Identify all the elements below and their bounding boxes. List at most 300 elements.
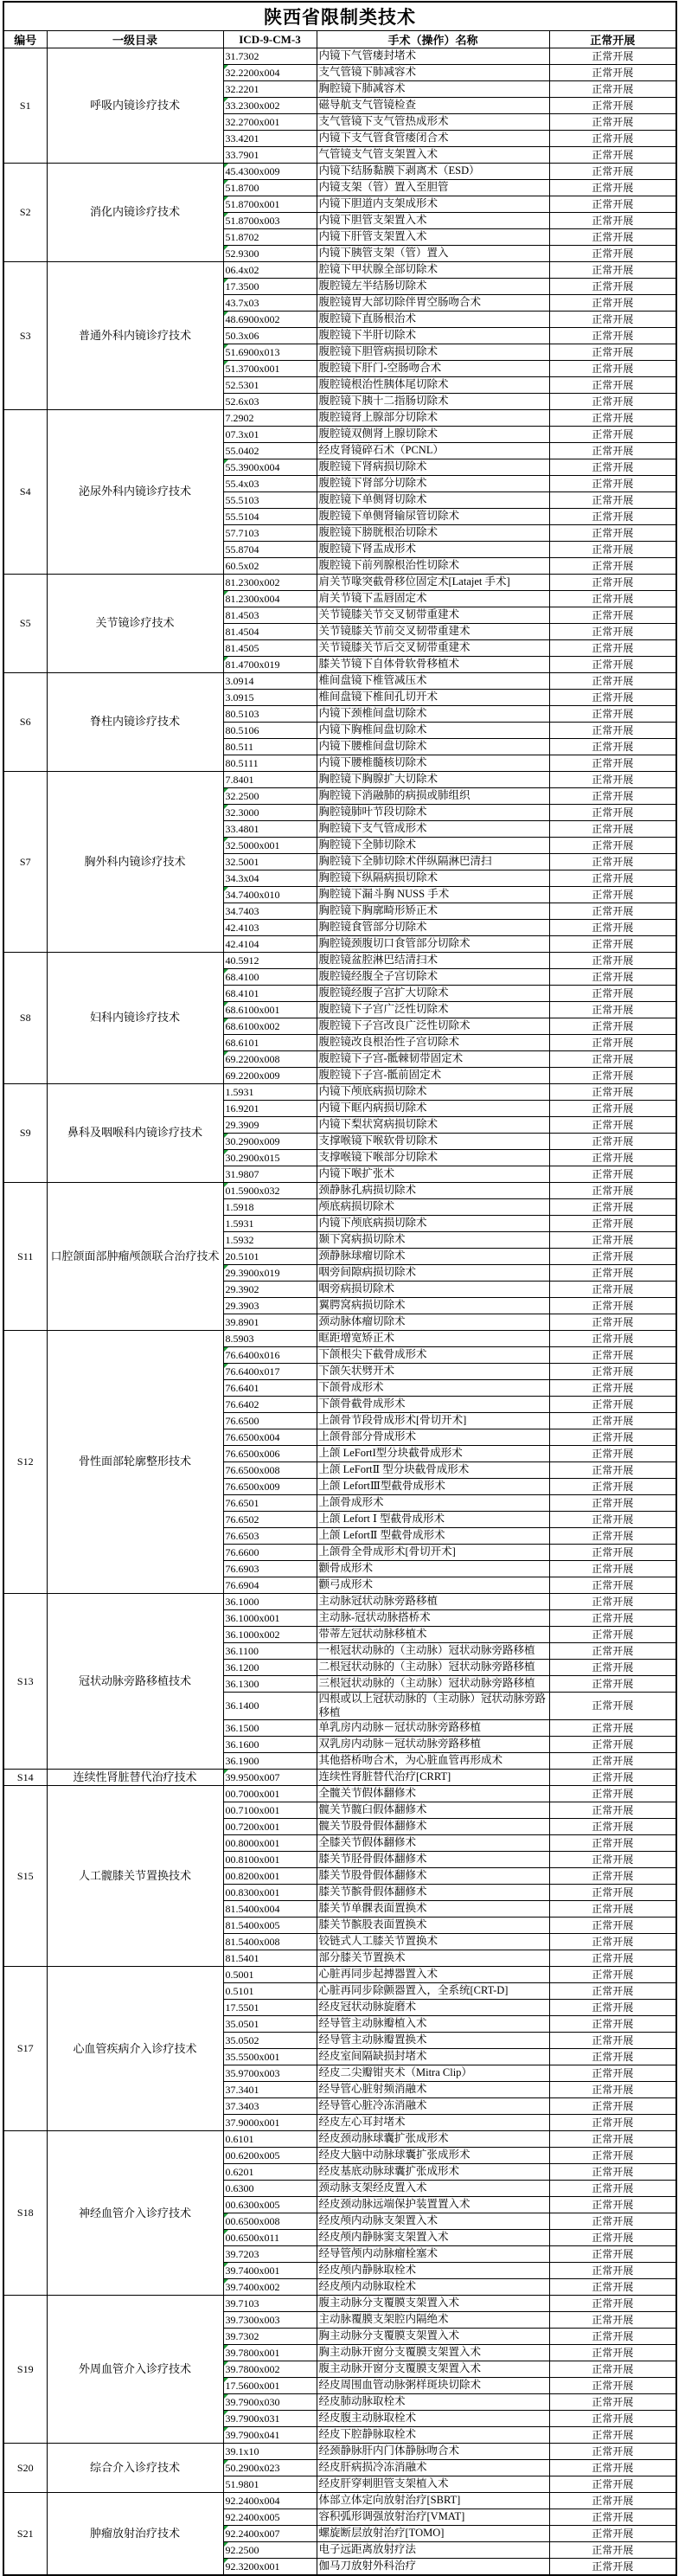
status-cell: 正常开展 [549,1495,676,1512]
operation-name-cell: 胸腔镜下支气管成形术 [317,821,549,838]
col-header-operation-name: 手术（操作）名称 [317,31,549,48]
col-header-category: 一级目录 [47,31,223,48]
table-row [3,2444,676,2460]
section-id: S17 [3,1967,47,2131]
status-cell: 正常开展 [549,2049,676,2065]
status-cell: 正常开展 [549,1183,676,1199]
operation-name-cell: 腹腔镜胃大部切除伴胃空肠吻合术 [317,295,549,312]
operation-name-cell: 全膝关节假体翻修术 [317,1835,549,1852]
operation-name-cell: 颅底病损切除术 [317,1199,549,1216]
operation-name-cell: 上颌骨节段骨成形术[骨切开术] [317,1413,549,1429]
status-cell: 正常开展 [549,180,676,196]
operation-name-cell: 双乳房内动脉－冠状动脉旁路移植 [317,1737,549,1753]
status-cell: 正常开展 [549,2082,676,2098]
status-cell: 正常开展 [549,2148,676,2164]
status-cell: 正常开展 [549,854,676,870]
icd-code-cell: 39.8901 [223,1314,317,1331]
icd-code-cell: 81.4700x019 [223,657,317,673]
status-cell: 正常开展 [549,1512,676,1528]
icd-code-cell: 39.7800x001 [223,2345,317,2361]
operation-name-cell: 腹腔镜下半肝切除术 [317,328,549,344]
icd-code-cell: 92.2400x007 [223,2526,317,2542]
section-category: 关节镜诊疗技术 [47,575,223,673]
table-row [3,262,676,279]
status-cell: 正常开展 [549,1885,676,1901]
operation-name-cell: 上颌 LeFortⅡ 型分块截骨成形术 [317,1462,549,1479]
operation-name-cell: 上颌骨成形术 [317,1495,549,1512]
icd-code-cell: 36.1500 [223,1720,317,1737]
operation-name-cell: 上颌 LefortⅡ 型截骨成形术 [317,1528,549,1545]
icd-code-cell: 39.7800x002 [223,2361,317,2378]
operation-name-cell: 经皮下腔静脉取栓术 [317,2427,549,2444]
icd-code-cell: 32.2200x004 [223,65,317,81]
status-cell: 正常开展 [549,427,676,443]
status-cell: 正常开展 [549,1786,676,1802]
section-category: 综合介入诊疗技术 [47,2444,223,2493]
icd-code-cell: 81.2300x004 [223,591,317,607]
status-cell: 正常开展 [549,131,676,147]
operation-name-cell: 经导管颅内动脉瘤栓塞术 [317,2246,549,2263]
status-cell: 正常开展 [549,344,676,361]
icd-code-cell: 92.3200x001 [223,2559,317,2576]
section-id: S20 [3,2444,47,2493]
operation-name-cell: 咽旁病损切除术 [317,1282,549,1298]
status-cell: 正常开展 [549,690,676,706]
status-cell: 正常开展 [549,1314,676,1331]
icd-code-cell: 76.6500x009 [223,1479,317,1495]
section-category: 骨性面部轮廓整形技术 [47,1331,223,1594]
operation-name-cell: 腹腔镜改良根治性子宫切除术 [317,1035,549,1051]
operation-name-cell: 经导管心脏射频消融术 [317,2082,549,2098]
icd-code-cell: 51.8700x003 [223,213,317,229]
operation-name-cell: 颧骨成形术 [317,1561,549,1577]
status-cell: 正常开展 [549,1364,676,1380]
operation-name-cell: 膝关节镜下自体骨软骨移植术 [317,657,549,673]
status-cell: 正常开展 [549,1479,676,1495]
status-cell: 正常开展 [549,2263,676,2279]
icd-code-cell: 57.7103 [223,525,317,542]
icd-code-cell: 80.5106 [223,723,317,739]
icd-code-cell: 55.5104 [223,509,317,525]
status-cell: 正常开展 [549,2197,676,2213]
icd-code-cell: 76.6501 [223,1495,317,1512]
section-id: S14 [3,1770,47,1786]
section-id: S21 [3,2493,47,2576]
status-cell: 正常开展 [549,2559,676,2576]
icd-code-cell: 33.2300x002 [223,98,317,114]
operation-name-cell: 胸腔镜下胸腺扩大切除术 [317,772,549,788]
icd-code-cell: 7.2902 [223,410,317,427]
status-cell: 正常开展 [549,2131,676,2148]
section-category: 妇科内镜诊疗技术 [47,953,223,1084]
icd-code-cell: 37.3401 [223,2082,317,2098]
status-cell: 正常开展 [549,1753,676,1770]
operation-name-cell: 内镜下胰管支架（管）置入 [317,246,549,262]
icd-code-cell: 50.3x06 [223,328,317,344]
icd-code-cell: 42.4103 [223,920,317,936]
status-cell: 正常开展 [549,772,676,788]
icd-code-cell: 36.1600 [223,1737,317,1753]
icd-code-cell: 76.6500x006 [223,1446,317,1462]
icd-code-cell: 43.7x03 [223,295,317,312]
icd-code-cell: 42.4104 [223,936,317,953]
operation-name-cell: 内镜下结肠黏膜下剥离术（ESD） [317,164,549,180]
status-cell: 正常开展 [549,1819,676,1835]
icd-code-cell: 68.4101 [223,986,317,1002]
operation-name-cell: 经皮冠状动脉旋磨术 [317,2000,549,2016]
operation-name-cell: 关节镜膝关节后交叉韧带重建术 [317,640,549,657]
status-cell: 正常开展 [549,1084,676,1101]
status-cell: 正常开展 [549,1852,676,1868]
icd-code-cell: 51.8700 [223,180,317,196]
status-cell: 正常开展 [549,525,676,542]
status-cell: 正常开展 [549,2526,676,2542]
icd-code-cell: 80.5111 [223,755,317,772]
icd-code-cell: 32.5000x001 [223,838,317,854]
operation-name-cell: 心脏再同步除颤器置入，全系统[CRT-D] [317,1983,549,2000]
icd-code-cell: 0.6201 [223,2164,317,2181]
operation-name-cell: 下颌矢状劈开术 [317,1364,549,1380]
icd-code-cell: 0.6101 [223,2131,317,2148]
operation-name-cell: 二根冠状动脉的（主动脉）冠状动脉旁路移植 [317,1660,549,1676]
table-row [3,1084,676,1101]
icd-code-cell: 29.3900x019 [223,1265,317,1282]
operation-name-cell: 髋关节股骨假体翻修术 [317,1819,549,1835]
operation-name-cell: 胸腔镜颈腹切口食管部分切除术 [317,936,549,953]
status-cell: 正常开展 [549,509,676,525]
icd-code-cell: 39.1x10 [223,2444,317,2460]
status-cell: 正常开展 [549,2000,676,2016]
status-cell: 正常开展 [549,312,676,328]
status-cell: 正常开展 [549,1770,676,1786]
icd-code-cell: 39.7300x003 [223,2312,317,2329]
status-cell: 正常开展 [549,2361,676,2378]
icd-code-cell: 17.5600x001 [223,2378,317,2394]
operation-name-cell: 颧弓成形术 [317,1577,549,1594]
operation-name-cell: 经皮左心耳封堵术 [317,2115,549,2131]
icd-code-cell: 92.2400x005 [223,2509,317,2526]
icd-code-cell: 00.6500x008 [223,2213,317,2230]
icd-code-cell: 00.7100x001 [223,1802,317,1819]
icd-code-cell: 50.2900x023 [223,2460,317,2476]
icd-code-cell: 34.7403 [223,903,317,920]
status-cell: 正常开展 [549,788,676,805]
status-cell: 正常开展 [549,969,676,986]
operation-name-cell: 下颌骨成形术 [317,1380,549,1397]
icd-code-cell: 81.5400x005 [223,1918,317,1934]
section-id: S1 [3,48,47,164]
operation-name-cell: 经颈静脉肝内门体静脉吻合术 [317,2444,549,2460]
operation-name-cell: 翼腭窝病损切除术 [317,1298,549,1314]
operation-name-cell: 主动脉冠状动脉旁路移植 [317,1594,549,1610]
icd-code-cell: 31.9807 [223,1166,317,1183]
section-id: S13 [3,1594,47,1770]
operation-name-cell: 胸腔镜下肺减容术 [317,81,549,98]
icd-code-cell: 76.6503 [223,1528,317,1545]
operation-name-cell: 内镜下胸椎间盘切除术 [317,723,549,739]
operation-name-cell: 腹腔镜左半结肠切除术 [317,279,549,295]
operation-name-cell: 连续性肾脏替代治疗[CRRT] [317,1770,549,1786]
operation-name-cell: 咽旁间隙病损切除术 [317,1265,549,1282]
icd-code-cell: 01.5900x032 [223,1183,317,1199]
status-cell: 正常开展 [549,1720,676,1737]
operation-name-cell: 腹腔镜双侧肾上腺切除术 [317,427,549,443]
status-cell: 正常开展 [549,558,676,575]
section-id: S18 [3,2131,47,2296]
operation-name-cell: 腹腔镜根治性胰体尾切除术 [317,377,549,394]
operation-name-cell: 内镜下颅底病损切除术 [317,1216,549,1232]
icd-code-cell: 39.7400x002 [223,2279,317,2296]
icd-code-cell: 34.3x04 [223,870,317,887]
operation-name-cell: 膝关节髌股表面置换术 [317,1918,549,1934]
status-cell: 正常开展 [549,1627,676,1643]
table-row [3,1967,676,1983]
icd-code-cell: 60.5x02 [223,558,317,575]
section-category: 呼吸内镜诊疗技术 [47,48,223,164]
status-cell: 正常开展 [549,2181,676,2197]
status-cell: 正常开展 [549,903,676,920]
operation-name-cell: 腹腔镜盆腔淋巴结清扫术 [317,953,549,969]
icd-code-cell: 36.1300 [223,1676,317,1693]
icd-code-cell: 29.3903 [223,1298,317,1314]
icd-code-cell: 34.7400x010 [223,887,317,903]
status-cell: 正常开展 [549,1413,676,1429]
status-cell: 正常开展 [549,1737,676,1753]
operation-name-cell: 颈动脉支架经皮置入术 [317,2181,549,2197]
table-row [3,1183,676,1199]
operation-name-cell: 膝关节单髁表面置换术 [317,1901,549,1918]
status-cell: 正常开展 [549,2493,676,2509]
operation-name-cell: 经皮肺动脉取栓术 [317,2394,549,2411]
operation-name-cell: 腹腔镜下直肠根治术 [317,312,549,328]
section-category: 肿瘤放射治疗技术 [47,2493,223,2576]
status-cell: 正常开展 [549,2542,676,2559]
icd-code-cell: 32.2201 [223,81,317,98]
icd-code-cell: 32.2700x001 [223,114,317,131]
icd-code-cell: 81.4503 [223,607,317,624]
status-cell: 正常开展 [549,1967,676,1983]
icd-code-cell: 39.9500x007 [223,1770,317,1786]
section-id: S2 [3,164,47,262]
operation-name-cell: 内镜下颈椎间盘切除术 [317,706,549,723]
icd-code-cell: 36.1200 [223,1660,317,1676]
icd-code-cell: 1.5931 [223,1084,317,1101]
icd-code-cell: 48.6900x002 [223,312,317,328]
icd-code-cell: 68.6100x001 [223,1002,317,1018]
status-cell: 正常开展 [549,196,676,213]
icd-code-cell: 17.5501 [223,2000,317,2016]
icd-code-cell: 00.8300x001 [223,1885,317,1901]
icd-code-cell: 68.4100 [223,969,317,986]
status-cell: 正常开展 [549,2033,676,2049]
status-cell: 正常开展 [549,1331,676,1347]
operation-name-cell: 腹腔镜下肾病损切除术 [317,459,549,476]
table-row [3,1594,676,1610]
operation-name-cell: 腹腔镜下单侧肾切除术 [317,492,549,509]
icd-code-cell: 20.5101 [223,1249,317,1265]
operation-name-cell: 其他搭桥吻合术，为心脏血管再形成术 [317,1753,549,1770]
icd-code-cell: 00.7200x001 [223,1819,317,1835]
icd-code-cell: 36.1000x002 [223,1627,317,1643]
status-cell: 正常开展 [549,1216,676,1232]
status-cell: 正常开展 [549,640,676,657]
status-cell: 正常开展 [549,2065,676,2082]
col-header-status: 正常开展 [549,31,676,48]
operation-name-cell: 肩关节喙突截骨移位固定术[Latajet 手术] [317,575,549,591]
icd-code-cell: 32.2500 [223,788,317,805]
icd-code-cell: 07.3x01 [223,427,317,443]
icd-code-cell: 30.2900x015 [223,1150,317,1166]
status-cell: 正常开展 [549,476,676,492]
status-cell: 正常开展 [549,1950,676,1967]
icd-code-cell: 76.6400x017 [223,1364,317,1380]
icd-code-cell: 51.9801 [223,2476,317,2493]
status-cell: 正常开展 [549,953,676,969]
status-cell: 正常开展 [549,394,676,410]
operation-name-cell: 部分膝关节置换术 [317,1950,549,1967]
icd-code-cell: 37.3403 [223,2098,317,2115]
operation-name-cell: 下颌骨截骨成形术 [317,1397,549,1413]
table-row [3,48,676,65]
icd-code-cell: 92.2400x004 [223,2493,317,2509]
icd-code-cell: 81.5401 [223,1950,317,1967]
section-id: S11 [3,1183,47,1331]
status-cell: 正常开展 [549,2509,676,2526]
table-row [3,2493,676,2509]
icd-code-cell: 29.3909 [223,1117,317,1134]
operation-name-cell: 经导管主动脉瓣植入术 [317,2016,549,2033]
section-category: 鼻科及咽喉科内镜诊疗技术 [47,1084,223,1183]
status-cell: 正常开展 [549,213,676,229]
operation-name-cell: 经皮肝穿刺胆管支架植入术 [317,2476,549,2493]
icd-code-cell: 76.6903 [223,1561,317,1577]
status-cell: 正常开展 [549,2246,676,2263]
operation-name-cell: 上颌 LefortⅢ型截骨成形术 [317,1479,549,1495]
operation-name-cell: 内镜下腰椎髓核切除术 [317,755,549,772]
status-cell: 正常开展 [549,1676,676,1693]
operation-name-cell: 支撑喉镜下喉软骨切除术 [317,1134,549,1150]
status-cell: 正常开展 [549,1983,676,2000]
status-cell: 正常开展 [549,1199,676,1216]
operation-name-cell: 胸腔镜下消融肺的病损或肺组织 [317,788,549,805]
table-row [3,2296,676,2312]
status-cell: 正常开展 [549,1249,676,1265]
operation-name-cell: 胸腔镜下全肺切除术伴纵隔淋巴清扫 [317,854,549,870]
operation-name-cell: 内镜下颅底病损切除术 [317,1084,549,1101]
icd-code-cell: 3.0915 [223,690,317,706]
icd-code-cell: 80.511 [223,739,317,755]
icd-code-cell: 81.2300x002 [223,575,317,591]
operation-name-cell: 胸腔镜下漏斗胸 NUSS 手术 [317,887,549,903]
status-cell: 正常开展 [549,246,676,262]
status-cell: 正常开展 [549,81,676,98]
status-cell: 正常开展 [549,920,676,936]
icd-code-cell: 00.6500x011 [223,2230,317,2246]
icd-code-cell: 76.6401 [223,1380,317,1397]
icd-code-cell: 36.1100 [223,1643,317,1660]
section-id: S19 [3,2296,47,2444]
status-cell: 正常开展 [549,706,676,723]
operation-name-cell: 胸主动脉开窗分支覆膜支架置入术 [317,2345,549,2361]
status-cell: 正常开展 [549,1918,676,1934]
status-cell: 正常开展 [549,1018,676,1035]
icd-code-cell: 39.7103 [223,2296,317,2312]
operation-name-cell: 颈动脉体瘤切除术 [317,1314,549,1331]
status-cell: 正常开展 [549,1660,676,1676]
status-cell: 正常开展 [549,2411,676,2427]
operation-name-cell: 内镜下胆道内支架成形术 [317,196,549,213]
status-cell: 正常开展 [549,1643,676,1660]
operation-name-cell: 电子远距离放射疗法 [317,2542,549,2559]
operation-name-cell: 膝关节髌骨假体翻修术 [317,1885,549,1901]
status-cell: 正常开展 [549,1150,676,1166]
operation-name-cell: 经皮颅内动脉取栓术 [317,2279,549,2296]
table-row [3,1770,676,1786]
icd-code-cell: 69.2200x008 [223,1051,317,1068]
operation-name-cell: 经皮周围血管动脉粥样斑块切除术 [317,2378,549,2394]
operation-name-cell: 腹腔镜下膀胱根治切除术 [317,525,549,542]
icd-code-cell: 06.4x02 [223,262,317,279]
operation-name-cell: 心脏再同步起搏器置入术 [317,1967,549,1983]
icd-code-cell: 81.4505 [223,640,317,657]
operation-name-cell: 胸腔镜肺叶节段切除术 [317,805,549,821]
operation-name-cell: 支气管镜下支气管热成形术 [317,114,549,131]
section-id: S12 [3,1331,47,1594]
icd-code-cell: 76.6600 [223,1545,317,1561]
status-cell: 正常开展 [549,1594,676,1610]
operation-name-cell: 胸主动脉分支覆膜支架置入术 [317,2329,549,2345]
icd-code-cell: 40.5912 [223,953,317,969]
operation-name-cell: 内镜下梨状窝病损切除术 [317,1117,549,1134]
table-row [3,772,676,788]
status-cell: 正常开展 [549,2427,676,2444]
operation-name-cell: 腹腔镜经腹子宫扩大切除术 [317,986,549,1002]
icd-code-cell: 33.4201 [223,131,317,147]
section-id: S3 [3,262,47,410]
icd-code-cell: 1.5932 [223,1232,317,1249]
operation-name-cell: 关节镜膝关节交叉韧带重建术 [317,607,549,624]
section-id: S8 [3,953,47,1084]
status-cell: 正常开展 [549,805,676,821]
status-cell: 正常开展 [549,2279,676,2296]
status-cell: 正常开展 [549,1134,676,1150]
operation-name-cell: 颈静脉孔病损切除术 [317,1183,549,1199]
icd-code-cell: 00.7000x001 [223,1786,317,1802]
status-cell: 正常开展 [549,887,676,903]
table-row [3,410,676,427]
icd-code-cell: 00.6300x005 [223,2197,317,2213]
operation-name-cell: 腹主动脉分支覆膜支架置入术 [317,2296,549,2312]
operation-name-cell: 经皮颈动脉球囊扩张成形术 [317,2131,549,2148]
operation-name-cell: 椎间盘镜下椎间孔切开术 [317,690,549,706]
status-cell: 正常开展 [549,1282,676,1298]
status-cell: 正常开展 [549,2016,676,2033]
icd-code-cell: 81.4504 [223,624,317,640]
icd-code-cell: 32.3000 [223,805,317,821]
operation-name-cell: 上颌骨全骨成形术[骨切开术] [317,1545,549,1561]
status-cell: 正常开展 [549,1380,676,1397]
icd-code-cell: 55.5103 [223,492,317,509]
status-cell: 正常开展 [549,1101,676,1117]
section-category: 普通外科内镜诊疗技术 [47,262,223,410]
operation-name-cell: 胸腔镜下胸廓畸形矫正术 [317,903,549,920]
operation-name-cell: 经皮颅内静脉取栓术 [317,2263,549,2279]
status-cell: 正常开展 [549,542,676,558]
operation-name-cell: 螺旋断层放射治疗[TOMO] [317,2526,549,2542]
status-cell: 正常开展 [549,48,676,65]
status-cell: 正常开展 [549,2378,676,2394]
icd-code-cell: 51.8700x001 [223,196,317,213]
